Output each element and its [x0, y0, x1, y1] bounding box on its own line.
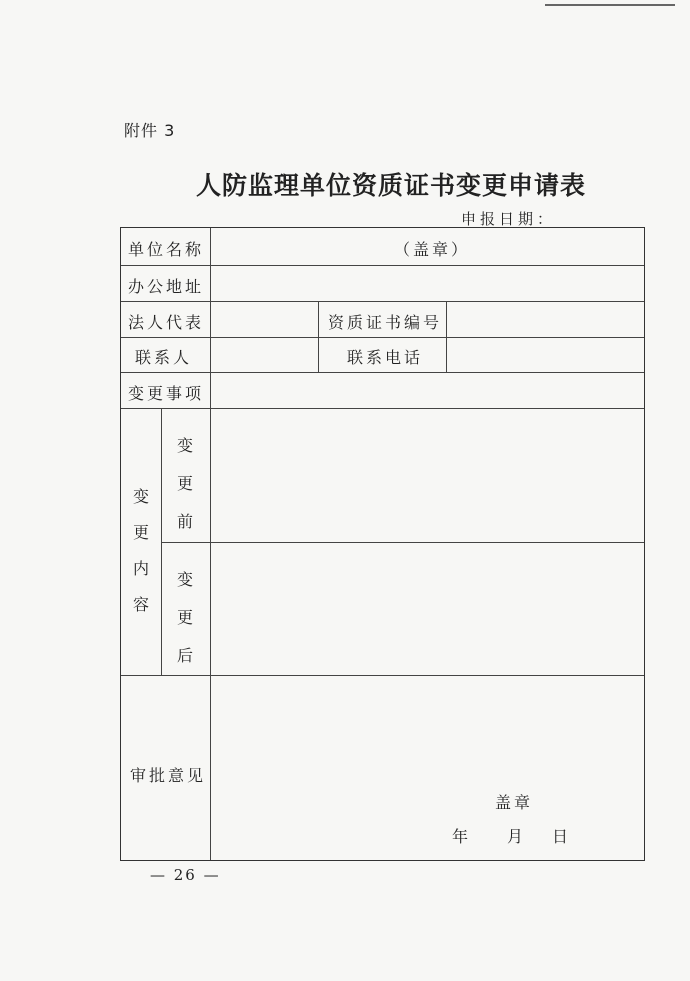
declare-date-label: 申报日期： — [461, 210, 557, 228]
before-change-field[interactable] — [211, 409, 644, 542]
cert-no-field[interactable] — [447, 302, 644, 337]
cert-no-label: 资质证书编号 — [328, 313, 443, 332]
before-change-label: 变 更 前 — [176, 436, 193, 531]
after-change-field[interactable] — [211, 543, 644, 675]
unit-name-field[interactable] — [211, 228, 644, 265]
column-divider — [318, 301, 319, 372]
year-label: 年 — [452, 827, 472, 846]
phone-field[interactable] — [447, 338, 644, 372]
page-number: — 26 — — [150, 866, 221, 884]
application-form — [120, 227, 645, 861]
unit-name-seal-note: （盖章） — [394, 240, 471, 259]
approval-label: 审批意见 — [130, 766, 207, 785]
day-label: 日 — [552, 827, 572, 846]
scan-edge-line — [545, 4, 675, 6]
after-change-label: 变 更 后 — [176, 570, 193, 665]
unit-name-label: 单位名称 — [128, 240, 205, 259]
seal-label: 盖章 — [495, 793, 534, 812]
form-title: 人防监理单位资质证书变更申请表 — [196, 171, 587, 200]
office-address-label: 办公地址 — [128, 277, 205, 296]
column-divider — [161, 408, 162, 675]
office-address-field[interactable] — [211, 266, 644, 301]
attachment-label: 附件 3 — [124, 121, 176, 140]
change-content-label: 变 更 内 容 — [132, 487, 149, 614]
change-item-label: 变更事项 — [128, 384, 205, 403]
contact-label: 联系人 — [135, 348, 193, 367]
month-label: 月 — [507, 827, 527, 846]
contact-field[interactable] — [211, 338, 318, 372]
approval-field[interactable] — [211, 676, 644, 860]
legal-rep-label: 法人代表 — [128, 313, 205, 332]
change-item-field[interactable] — [211, 373, 644, 408]
legal-rep-field[interactable] — [211, 302, 318, 337]
phone-label: 联系电话 — [347, 348, 424, 367]
